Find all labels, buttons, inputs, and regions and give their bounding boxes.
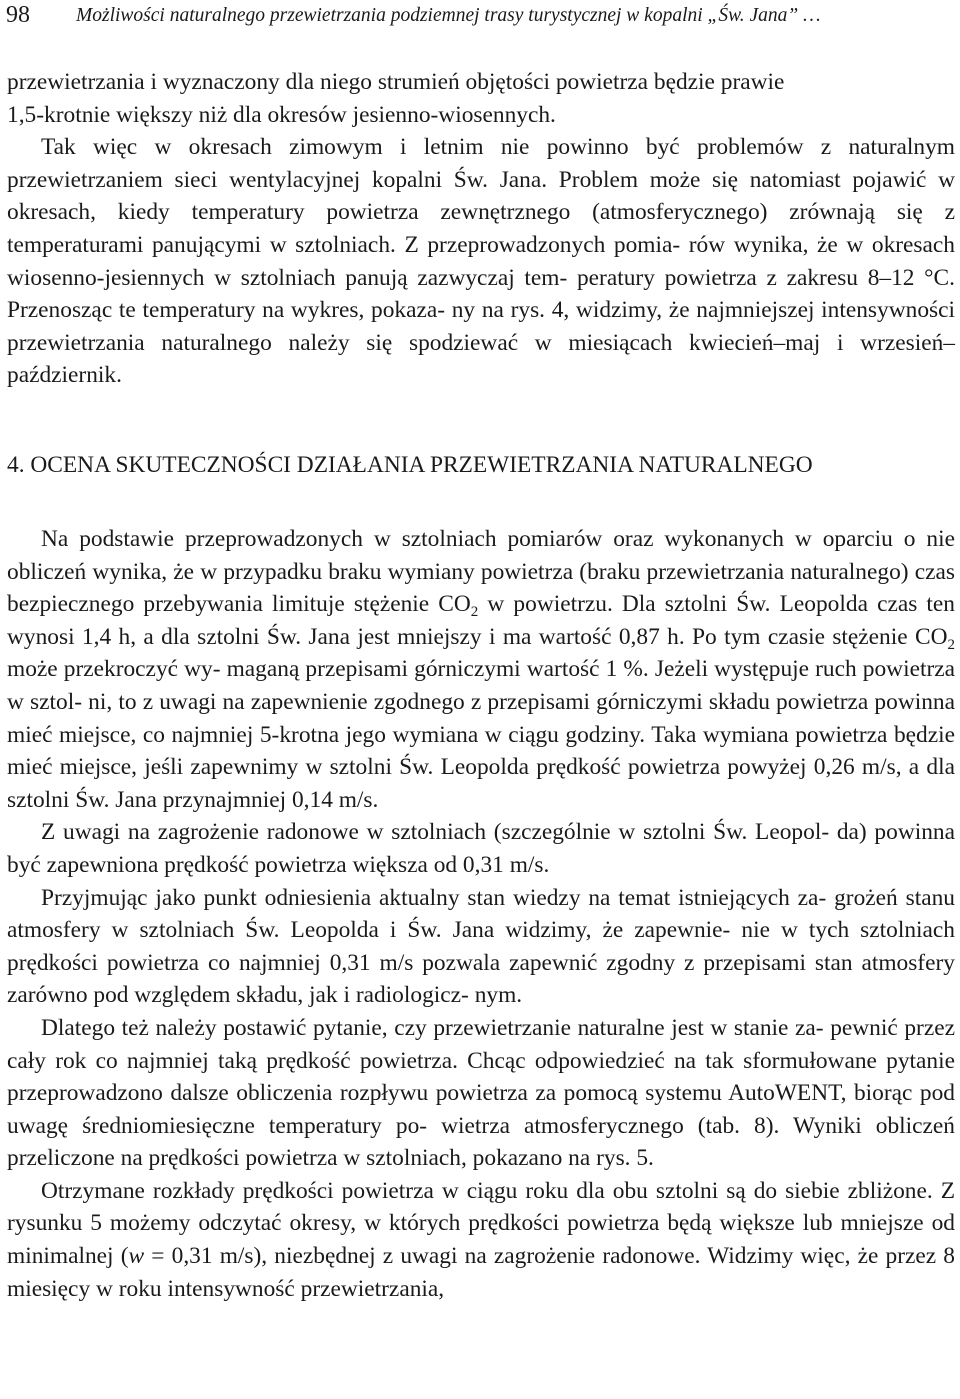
body-paragraph-3: [7, 882, 955, 1012]
running-title: Możliwości naturalnego przewietrzania podziemnej trasy turystycznej w kopalni „Św. Jana” …: [76, 5, 821, 26]
text-line: zgodny z przepisami stan atmosfery zarówno pod względem składu, jak i radiologicz-: [7, 949, 955, 1009]
text-line: peratury powietrza z zakresu 8–12 °C. Przenosząc te temperatury na wykres, pokaza-: [7, 264, 955, 324]
text-line: prędkość powietrza powyżej 0,26 m/s, a dla sztolni Św. Jana przynajmniej 0,14 m/s.: [7, 754, 955, 813]
text-line: pojawić w okresach, kiedy temperatury powietrza zewnętrznego (atmosferycznego): [7, 166, 955, 226]
text-line: Tak więc w okresach zimowym i letnim nie powinno być problemów z naturalnym: [41, 134, 955, 161]
text-line: w oparciu o nie obliczeń wynika, że w przypadku braku wymiany powietrza (braku: [7, 526, 955, 585]
text-line: Przyjmując jako punkt odniesienia aktualny stan wiedzy na temat istniejących za-: [41, 884, 827, 911]
text-line: przewietrzaniem sieci wentylacyjnej kopalni Św. Jana. Problem może się natomiast: [7, 166, 841, 193]
text-line: grożeń stanu atmosfery w sztolniach Św. Leopolda i Św. Jana widzimy, że zapewnie-: [7, 884, 955, 944]
intro-text-block: [7, 66, 955, 392]
text-line: zrównają się z temperaturami panującymi w sztolniach. Z przeprowadzonych pomia-: [7, 199, 955, 258]
text-line: Dlatego też należy postawić pytanie, czy przewietrzanie naturalne jest w stanie za-: [41, 1014, 824, 1041]
body-paragraph-4: [7, 1012, 955, 1175]
text-line: większe lub mniejsze od minimalnej (: [7, 1210, 955, 1270]
text-line: = 0,31 m/s), niezbędnej z uwagi na zagrożenie: [144, 1243, 596, 1270]
text-line: wymiana powietrza będzie mieć miejsce, jeśli zapewnimy w sztolni Św. Leopolda: [7, 721, 955, 781]
text-line: jest mniejszy i ma wartość 0,87 h. Po tym czasie stężenie CO: [357, 623, 948, 650]
text-line: da) powinna być zapewniona prędkość powietrza większa od 0,31 m/s.: [7, 819, 955, 878]
text-line: należy się spodziewać w miesiącach kwiecień–maj i wrzesień–październik.: [7, 329, 955, 389]
text-line: rów wynika, że w okresach wiosenno-jesiennych w sztolniach panują zazwyczaj tem-: [7, 231, 955, 291]
body-paragraph-1: [7, 523, 955, 816]
text-line: w sztolniach, pokazano na rys. 5.: [343, 1145, 654, 1172]
text-line: tak sformułowane pytanie przeprowadzono dalsze obliczenia rozpływu powietrza za: [7, 1047, 955, 1107]
text-line: wietrza atmosferycznego (tab. 8). Wyniki obliczeń przeliczone na prędkości powietrza: [7, 1112, 955, 1172]
text-line: przewietrzania i wyznaczony dla niego strumień objętości powietrza będzie prawie: [7, 69, 785, 95]
text-line: pomocą systemu AutoWENT, biorąc pod uwagę średniomiesięczne temperatury po-: [7, 1080, 956, 1139]
subscript: 2: [470, 604, 479, 621]
text-line: zbliżone. Z rysunku 5 możemy odczytać okresy, w których prędkości powietrza będą: [7, 1177, 955, 1237]
section-heading: 4. OCENA SKUTECZNOŚCI DZIAŁANIA PRZEWIETRZANIA NATURALNEGO: [7, 452, 813, 478]
text-line: maganą przepisami górniczymi wartość 1 %. Jeżeli występuje ruch powietrza w sztol-: [7, 656, 955, 715]
text-line: nie w tych sztolniach prędkości powietrza co najmniej 0,31 m/s pozwala zapewnić: [7, 917, 955, 976]
text-line: 1,5-krotnie większy niż dla okresów jesienno-wiosennych.: [7, 101, 556, 128]
text-line: powinna mieć miejsce, co najmniej 5-krotna jego wymiana w ciągu godziny. Taka: [7, 688, 955, 748]
text-line: pewnić przez cały rok co najmniej taką prędkość powietrza. Chcąc odpowiedzieć na: [7, 1014, 955, 1074]
body-paragraph-5: [7, 1175, 955, 1305]
text-line: Na podstawie przeprowadzonych w sztolniach pomiarów oraz wykonanych: [41, 526, 784, 552]
page-number: 98: [6, 2, 30, 28]
intro-paragraph: [7, 66, 955, 131]
text-line: Otrzymane rozkłady prędkości powietrza w ciągu roku dla obu sztolni są do siebie: [41, 1177, 840, 1204]
text-line: przewietrzania naturalnego) czas bezpiecznego przebywania limituje stężenie CO: [7, 558, 955, 618]
text-line: może przekroczyć wy-: [7, 656, 221, 683]
variable-w: w: [128, 1243, 145, 1270]
text-line: nym.: [474, 982, 523, 1009]
text-line: w powietrzu. Dla sztolni Św. Leopolda czas ten wynosi 1,4 h, a dla sztolni Św. Jana: [7, 591, 956, 650]
intro-paragraph-continued: [7, 131, 955, 392]
subscript: 2: [947, 636, 955, 653]
body-paragraph-2: [7, 816, 955, 881]
running-header: [6, 0, 956, 34]
section-body: [7, 523, 955, 1305]
text-line: ny na rys. 4, widzimy, że najmniejszej intensywności przewietrzania naturalnego: [7, 297, 955, 356]
text-line: ni, to z uwagi na zapewnienie zgodnego z przepisami górniczymi składu powietrza: [88, 688, 869, 715]
text-line: radonowe. Widzimy więc, że przez 8 miesięcy w roku intensywność przewietrzania,: [7, 1243, 955, 1302]
text-line: Z uwagi na zagrożenie radonowe w sztolniach (szczególnie w sztolni Św. Leopol-: [41, 819, 830, 846]
